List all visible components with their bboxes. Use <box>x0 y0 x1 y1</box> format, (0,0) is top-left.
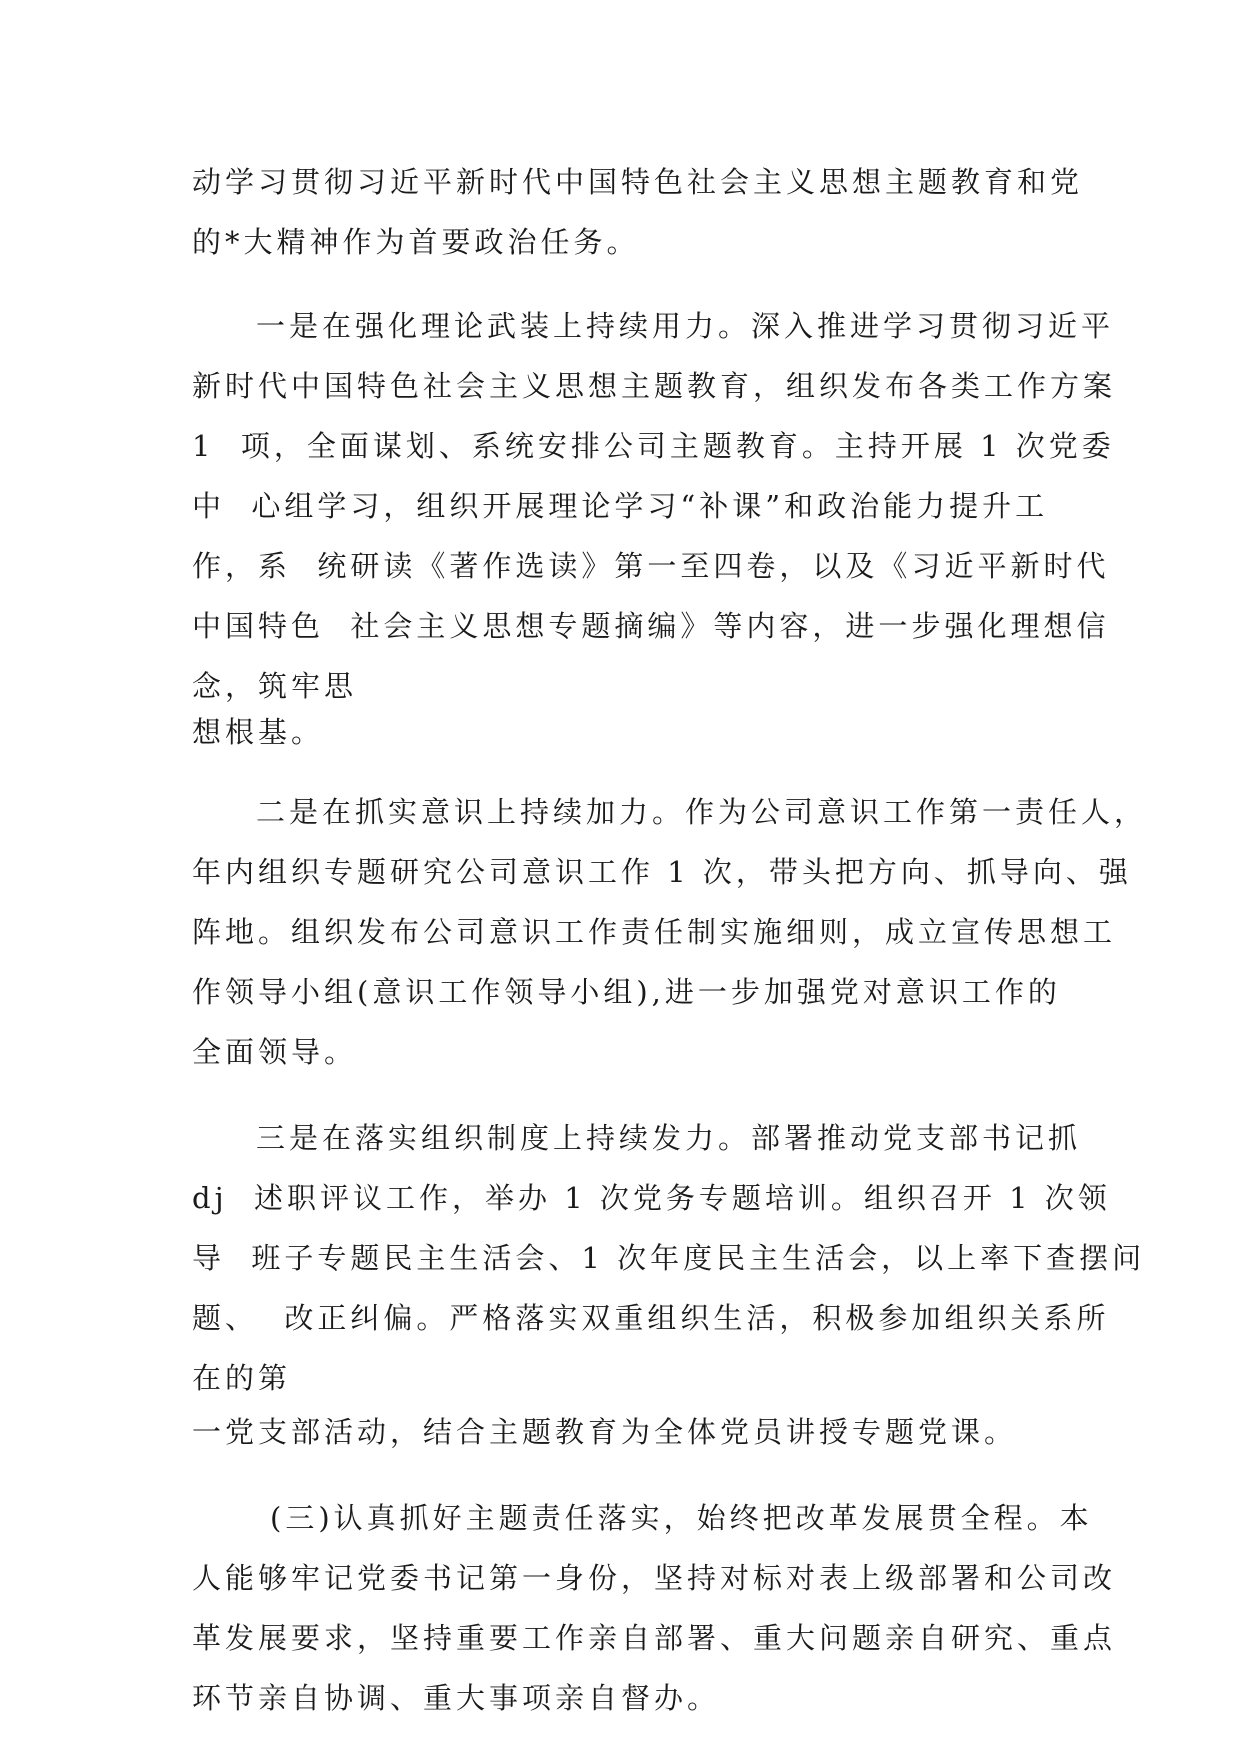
text-line: 导 班子专题民主生活会、1 次年度民主生活会，以上率下查摆问 <box>192 1241 1146 1275</box>
text-line: 动学习贯彻习近平新时代中国特色社会主义思想主题教育和党 <box>192 165 1084 199</box>
text-line: 全面领导。 <box>192 1035 358 1069</box>
text-line: 环节亲自协调、重大事项亲自督办。 <box>192 1681 721 1715</box>
paragraph-start-line: 二是在抓实意识上持续加力。作为公司意识工作第一责任人， <box>256 795 1148 829</box>
text-line: 年内组织专题研究公司意识工作 1 次，带头把方向、抓导向、强 <box>192 855 1132 889</box>
text-line: 人能够牢记党委书记第一身份，坚持对标对表上级部署和公司改 <box>192 1561 1117 1595</box>
paragraph-start-line: 一是在强化理论武装上持续用力。深入推进学习贯彻习近平 <box>256 309 1115 343</box>
text-line: 想根基。 <box>192 715 325 749</box>
text-line: 作，系 统研读《著作选读》第一至四卷，以及《习近平新时代 <box>192 549 1110 583</box>
text-line: 新时代中国特色社会主义思想主题教育，组织发布各类工作方案 <box>192 369 1117 403</box>
text-line: 阵地。组织发布公司意识工作责任制实施细则，成立宣传思想工 <box>192 915 1117 949</box>
text-line: 的*大精神作为首要政治任务。 <box>192 225 640 259</box>
text-line: dj 述职评议工作，举办 1 次党务专题培训。组织召开 1 次领 <box>192 1181 1111 1215</box>
text-line: 题、 改正纠偏。严格落实双重组织生活，积极参加组织关系所 <box>192 1301 1110 1335</box>
text-line: 一党支部活动，结合主题教育为全体党员讲授专题党课。 <box>192 1415 1018 1449</box>
text-line: 中国特色 社会主义思想专题摘编》等内容，进一步强化理想信 <box>192 609 1110 643</box>
text-line: 中 心组学习，组织开展理论学习“补课”和政治能力提升工 <box>192 489 1049 523</box>
paragraph-start-line: 三是在落实组织制度上持续发力。部署推动党支部书记抓 <box>256 1121 1082 1155</box>
text-line: 作领导小组(意识工作领导小组),进一步加强党对意识工作的 <box>192 975 1061 1009</box>
text-line: 1 项，全面谋划、系统安排公司主题教育。主持开展 1 次党委 <box>192 429 1115 463</box>
text-line: 念，筑牢思 <box>192 669 358 703</box>
paragraph-start-line: (三)认真抓好主题责任落实，始终把改革发展贯全程。本 <box>270 1501 1093 1535</box>
text-line: 革发展要求，坚持重要工作亲自部署、重大问题亲自研究、重点 <box>192 1621 1117 1655</box>
text-line: 在的第 <box>192 1361 292 1395</box>
